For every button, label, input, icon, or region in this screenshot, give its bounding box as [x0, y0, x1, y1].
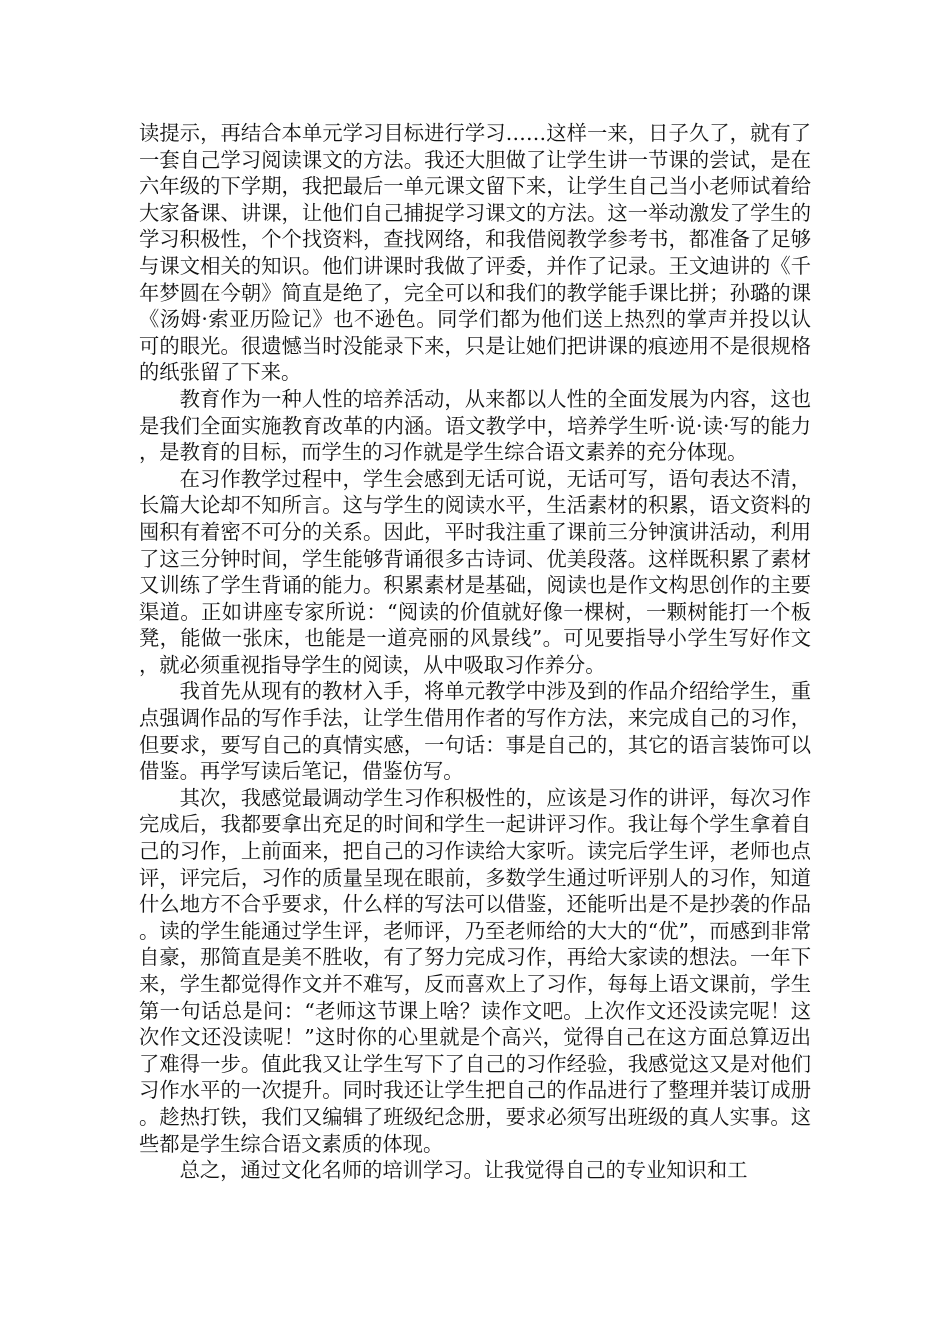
paragraph-4: 我首先从现有的教材入手，将单元教学中涉及到的作品介绍给学生，重点强调作品的写作手法，让学生借用作者的写作方法，来完成自己的习作，但要求，要写自己的真情实感，一句话：事是自己的，其它的语言装饰可以借鉴。再学写读后笔记，借鉴仿写。 [139, 679, 811, 784]
paragraph-6: 总之，通过文化名师的培训学习。让我觉得自己的专业知识和工 [179, 1158, 748, 1183]
paragraph-1: 读提示，再结合本单元学习目标进行学习……这样一来，日子久了，就有了一套自己学习阅读课文的方法。我还大胆做了让学生讲一节课的尝试，是在六年级的下学期，我把最后一单元课文留下来，让学生自己当小老师试着给大家备课、讲课，让他们自己捕捉学习课文的方法。这一举动激发了学生的学习积极性，个个找资料，查找网络，和我借阅教学参考书，都准备了足够与课文相关的知识。他们讲课时我做了评委，并作了记录。王文迪讲的《千年梦圆在今朝》简直是绝了，完全可以和我们的教学能手课比拼；孙璐的课《汤姆·索亚历险记》也不逊色。同学们都为他们送上热烈的掌声并投以认可的眼光。很遗憾当时没能录下来，只是让她们把讲课的痕迹用不是很规格的纸张留了下来。 [139, 121, 811, 385]
paragraph-3: 在习作教学过程中，学生会感到无话可说，无话可写，语句表达不清，长篇大论却不知所言。这与学生的阅读水平，生活素材的积累，语文资料的囤积有着密不可分的关系。因此，平时我注重了课前三分钟演讲活动，利用了这三分钟时间，学生能够背诵很多古诗词、优美段落。这样既积累了素材又训练了学生背诵的能力。积累素材是基础，阅读也是作文构思创作的主要渠道。正如讲座专家所说：“阅读的价值就好像一棵树，一颗树能打一个板凳，能做一张床，也能是一道亮丽的风景线”。可见要指导小学生写好作文，就必须重视指导学生的阅读，从中吸取习作养分。 [139, 466, 811, 677]
document-body [139, 120, 811, 1184]
paragraph-5: 其次，我感觉最调动学生习作积极性的，应该是习作的讲评，每次习作完成后，我都要拿出充足的时间和学生一起讲评习作。我让每个学生拿着自己的习作，上前面来，把自己的习作读给大家听。读完后学生评，老师也点评，评完后，习作的质量呈现在眼前，多数学生通过听评别人的习作，知道什么地方不合乎要求，什么样的写法可以借鉴，还能听出是不是抄袭的作品。读的学生能通过学生评，老师评，乃至老师给的大大的“优”，而感到非常自豪，那简直是美不胜收，有了努力完成习作，再给大家读的想法。一年下来，学生都觉得作文并不难写，反而喜欢上了习作，每每上语文课前，学生第一句话总是问：“老师这节课上啥？读作文吧。上次作文还没读完呢！这次作文还没读呢！”这时你的心里就是个高兴，觉得自己在这方面总算迈出了难得一步。值此我又让学生写下了自己的习作经验，我感觉这又是对他们习作水平的一次提升。同时我还让学生把自己的作品进行了整理并装订成册。趁热打铁，我们又编辑了班级纪念册，要求必须写出班级的真人实事。这些都是学生综合语文素质的体现。 [139, 785, 811, 1156]
paragraph-2: 教育作为一种人性的培养活动，从来都以人性的全面发展为内容，这也是我们全面实施教育改革的内涵。语文教学中，培养学生听·说·读·写的能力，是教育的目标，而学生的习作就是学生综合语文素养的充分体现。 [139, 386, 811, 465]
